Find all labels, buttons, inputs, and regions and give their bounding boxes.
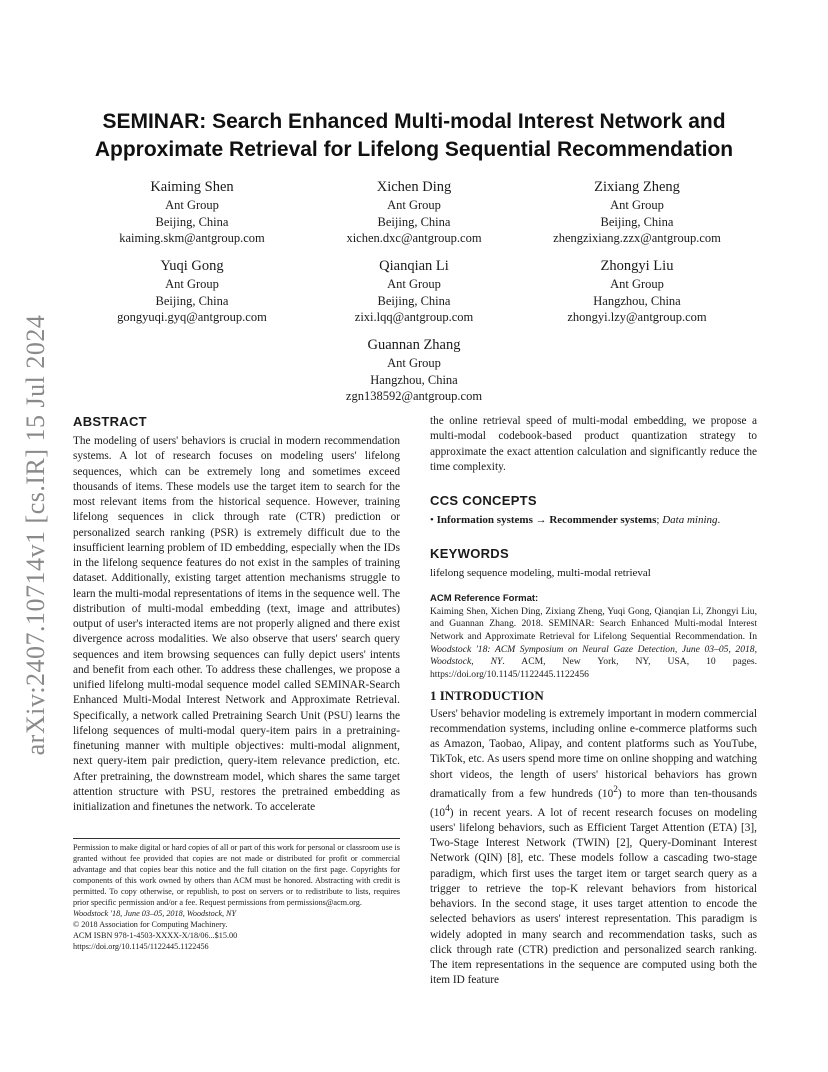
title-line-2: Approximate Retrieval for Lifelong Sequential Recommendation xyxy=(94,138,734,161)
ccs-arrow: → xyxy=(535,514,547,526)
author-org: Ant Group xyxy=(387,198,441,212)
author-name: Guannan Zhang xyxy=(367,337,461,353)
ccs-concepts xyxy=(430,513,757,528)
left-column xyxy=(73,414,400,815)
author-name: Xichen Ding xyxy=(376,179,452,195)
author-name: Qianqian Li xyxy=(379,258,449,274)
author-email[interactable]: kaiming.skm@antgroup.com xyxy=(119,231,265,245)
acm-reference-tail: . ACM, New York, NY, USA, 10 pages. https://doi.org/10.1145/1122445.1122456 xyxy=(430,656,757,680)
author-email[interactable]: xichen.dxc@antgroup.com xyxy=(346,231,482,245)
author-city: Hangzhou, China xyxy=(593,293,681,308)
arxiv-identifier: arXiv:2407.10714v1 [cs.IR] 15 Jul 2024 xyxy=(21,314,50,756)
author-name: Zhongyi Liu xyxy=(600,258,674,274)
ccs-term-recommender-systems: Recommender systems xyxy=(549,514,657,526)
ccs-separator: ; xyxy=(656,514,660,526)
footnote-doi[interactable]: https://doi.org/10.1145/1122445.1122456 xyxy=(73,942,209,951)
intro-part-3: ) in recent years. A lot of recent research focuses on modeling users' lifelong behaviors, such as Efficient Target Attention (ETA) [3], Two-Stage Interest Network (TWIN) [2], Query-Dominant Interest Network (QIN) [8], etc. These models follow a cascading two-stage paradigm, which first uses the target item or target search query as a trigger to retrieve the top-K relevant behaviors from historical behaviors. In the second stage, it uses target attention to encode the selected behaviors as users' interest representation. This paradigm is widely adopted in many search and recommendation tasks, such as click through rate (CTR) prediction and personalized search ranking. The item representations in the sequence are computed using both the item ID feature xyxy=(430,806,757,987)
author-block xyxy=(527,178,747,247)
author-email[interactable]: zhongyi.lzy@antgroup.com xyxy=(567,310,707,324)
abstract-text: The modeling of users' behaviors is crucial in modern recommendation systems. A lot of research focuses on modeling users' lifelong sequences, which can be extremely long and sometimes exceed thousands of items. These models use the target item to search for the most relevant items from the historical sequence. However, training lifelong sequences in click through rate (CTR) prediction or personalized search ranking (PSR) is extremely difficult due to the insufficient learning problem of ID embedding, especially when the IDs in the lifelong sequence features do not exist in the samples of training dataset. Additionally, existing target attention mechanisms struggle to learn the multi-modal representations of items in the sequence well. The distribution of multi-modal embedding (text, image and attributes) output of user's interacted items are not properly aligned and there exist divergence across modalities. We also observe that users' search query sequences and item browsing sequences can fully depict users' intents and benefit from each other. To address these challenges, we propose a unified lifelong multi-modal sequence model called SEMINAR-Search Enhanced Multi-Modal Interest Network and Approximate Retrieval. Specifically, a network called Pretraining Search Unit (PSU) learns the lifelong sequences of multi-modal query-item pairs in a pretraining-finetuning manner with multiple objectives: multi-modal alignment, next query-item pair prediction, query-item relevance prediction, etc. After pretraining, the downstream model, which shares the same target attention structure with PSU, restores the pretrained embedding as initialization and finetunes the network. To accelerate xyxy=(73,435,400,813)
author-city: Beijing, China xyxy=(377,293,451,308)
author-block xyxy=(527,257,747,326)
footnote-isbn: ACM ISBN 978-1-4503-XXXX-X/18/06...$15.00 xyxy=(73,931,238,940)
author-block xyxy=(82,257,302,326)
intro-superscript-2: 4 xyxy=(445,803,450,814)
abstract-continued: the online retrieval speed of multi-modal embedding, we propose a multi-modal codebook-based product quantization strategy to approximate the exact attention calculation and significantly reduce the time complexity. xyxy=(430,415,757,473)
author-name: Zixiang Zheng xyxy=(594,179,680,195)
title-line-1: SEMINAR: Search Enhanced Multi-modal Interest Network and xyxy=(102,110,726,133)
keywords-text: lifelong sequence modeling, multi-modal retrieval xyxy=(430,567,651,580)
author-org: Ant Group xyxy=(387,356,441,370)
author-block xyxy=(304,257,524,326)
arxiv-sidebar xyxy=(6,300,66,770)
author-city: Beijing, China xyxy=(155,214,229,229)
author-email[interactable]: zgn138592@antgroup.com xyxy=(345,389,483,403)
ccs-end: . xyxy=(717,514,721,526)
author-org: Ant Group xyxy=(610,277,664,291)
author-name: Yuqi Gong xyxy=(160,258,224,274)
author-org: Ant Group xyxy=(165,277,219,291)
intro-superscript-1: 2 xyxy=(613,784,618,795)
author-name: Kaiming Shen xyxy=(150,179,234,195)
abstract-heading: ABSTRACT xyxy=(73,414,147,429)
permission-text: Permission to make digital or hard copies of all or part of this work for personal or classroom use is granted without fee provided that copies are not made or distributed for profit or commercial advantage and that copies bear this notice and the full citation on the first page. Copyrights for components of this work owned by others than ACM must be honored. Abstracting with credit is permitted. To copy otherwise, or republish, to post on servers or to redistribute to lists, requires prior specific permission and/or a fee. Request permissions from permissions@acm.org. xyxy=(73,843,400,907)
author-email[interactable]: gongyuqi.gyq@antgroup.com xyxy=(117,310,267,324)
acm-reference-venue: Woodstock '18: ACM Symposium on Neural Gaze Detection, June 03–05, 2018, Woodstock, NY xyxy=(430,643,757,668)
introduction-text xyxy=(430,707,757,989)
intro-part-2: ) to more than ten-thousands (10 xyxy=(430,787,757,819)
author-block xyxy=(82,178,302,247)
author-email[interactable]: zixi.lqq@antgroup.com xyxy=(354,310,474,324)
ccs-term-information-systems: Information systems xyxy=(436,514,533,526)
author-city: Beijing, China xyxy=(155,293,229,308)
author-block xyxy=(304,336,524,405)
author-email[interactable]: zhengzixiang.zzx@antgroup.com xyxy=(553,231,721,245)
ccs-term-data-mining: Data mining xyxy=(662,514,718,526)
permission-footnote xyxy=(73,838,400,952)
introduction-heading: 1 INTRODUCTION xyxy=(430,688,544,704)
footnote-copyright: © 2018 Association for Computing Machinery. xyxy=(73,920,228,929)
acm-reference-authors: Kaiming Shen, Xichen Ding, Zixiang Zheng, Yuqi Gong, Qianqian Li, Zhongyi Liu, and Guannan Zhang. 2018. SEMINAR: Search Enhanced Multi-modal Interest Network and Approximate Retrieval for Lifelong Sequential Recommendation. In xyxy=(430,605,757,642)
author-org: Ant Group xyxy=(610,198,664,212)
author-block xyxy=(304,178,524,247)
footnote-venue: Woodstock '18, June 03–05, 2018, Woodstock, NY xyxy=(73,909,237,918)
acm-reference-text xyxy=(430,606,757,682)
author-org: Ant Group xyxy=(387,277,441,291)
ccs-heading: CCS CONCEPTS xyxy=(430,493,537,508)
ccs-bullet: • xyxy=(430,514,434,526)
author-city: Beijing, China xyxy=(600,214,674,229)
author-city: Beijing, China xyxy=(377,214,451,229)
right-column xyxy=(430,414,757,989)
acm-reference-heading: ACM Reference Format: xyxy=(430,592,539,604)
paper-title xyxy=(70,108,758,164)
keywords-heading: KEYWORDS xyxy=(430,546,509,562)
author-city: Hangzhou, China xyxy=(370,372,458,387)
intro-part-1: Users' behavior modeling is extremely important in modern commercial recommendation systems, including online e-commerce platforms such as Amazon, Taobao, Alipay, and content platforms such as YouTube, TikTok, etc. As users spend more time on online shopping and watching short videos, the length of users' historical behaviors has grown dramatically from a few hundreds (10 xyxy=(430,707,757,800)
author-org: Ant Group xyxy=(165,198,219,212)
